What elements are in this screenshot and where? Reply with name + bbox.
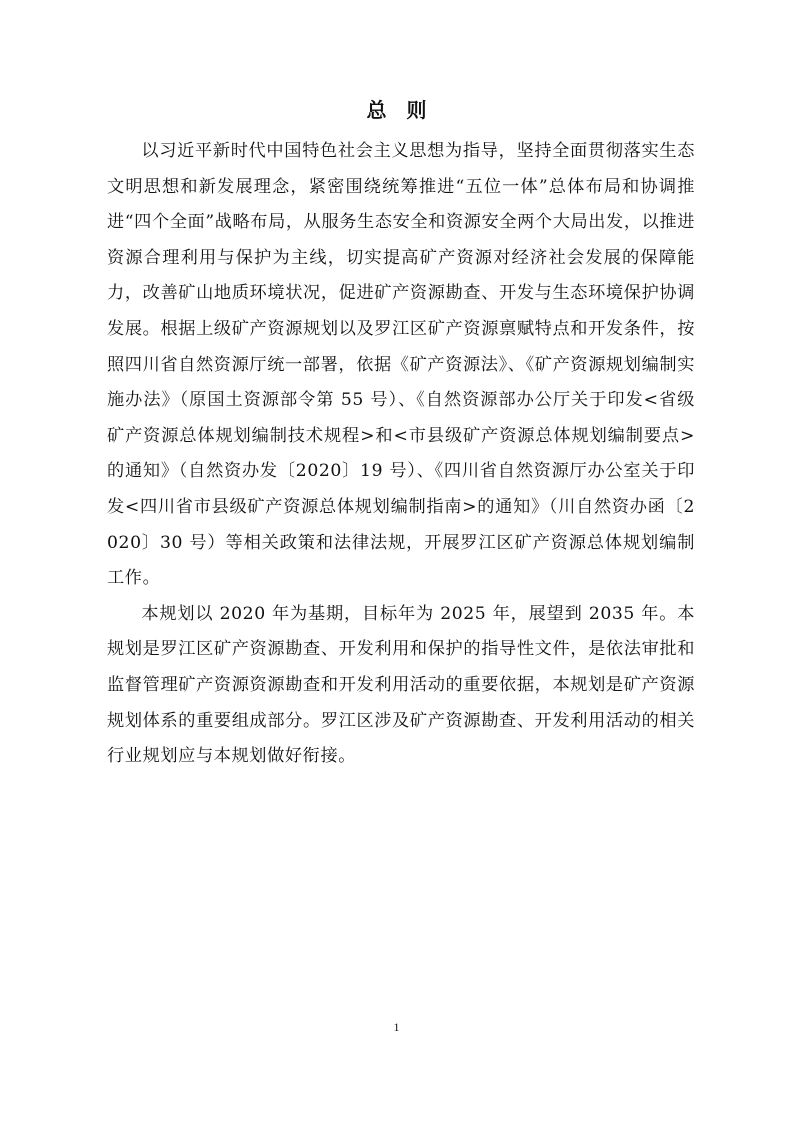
document-body [107,134,695,775]
page-title: 总则 [366,98,447,122]
paragraph-planning-period: 本规划以 2020 年为基期，目标年为 2025 年，展望到 2035 年。本规划是罗江区矿产资源勘查、开发利用和保护的指导性文件，是依法审批和监督管理矿产资源资源勘查和开发利用活动的重要依据，本规划是矿产资源规划体系的重要组成部分。罗江区涉及矿产资源勘查、开发利用活动的相关行业规划应与本规划做好衔接。 [107,603,695,767]
paragraph-guiding-principles: 以习近平新时代中国特色社会主义思想为指导，坚持全面贯彻落实生态文明思想和新发展理念，紧密围绕统筹推进“五位一体”总体布局和协调推进“四个全面”战略布局，从服务生态安全和资源安全两个大局出发，以推进资源合理利用与保护为主线，切实提高矿产资源对经济社会发展的保障能力，改善矿山地质环境状况，促进矿产资源勘查、开发与生态环境保护协调发展。根据上级矿产资源规划以及罗江区矿产资源禀赋特点和开发条件，按照四川省自然资源厅统一部署，依据《矿产资源法》、《矿产资源规划编制实施办法》（原国土资源部令第 55 号）、《自然资源部办公厅关于印发<省级矿产资源总体规划编制技术规程>和<市县级矿产资源总体规划编制要点>的通知》（自然资办发〔2020〕19 号）、《四川省自然资源厅办公室关于印发<四川省市县级矿产资源总体规划编制指南>的通知》（川自然资办函〔2020〕30 号）等相关政策和法律法规，开展罗江区矿产资源总体规划编制工作。 [107,141,695,589]
page-number: 1 [393,1020,400,1034]
